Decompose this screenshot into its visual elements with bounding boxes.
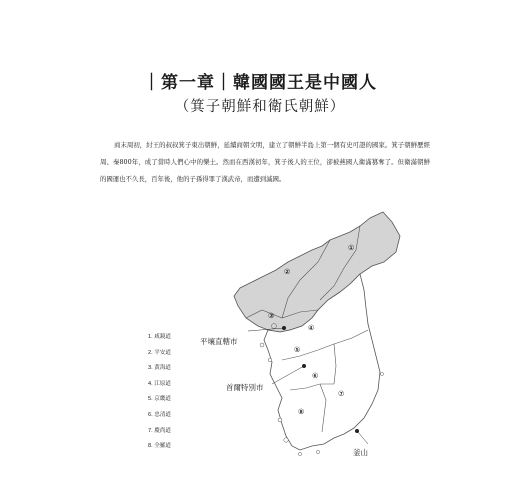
legend-item: 2. 平安道 — [148, 349, 172, 356]
legend-item: 1. 咸鏡道 — [148, 334, 172, 340]
legend-item: 3. 黃海道 — [148, 365, 172, 372]
legend-item: 5. 京畿道 — [148, 396, 172, 403]
region-number: ⑦ — [338, 390, 345, 398]
busan-label: 釜山 — [353, 448, 368, 457]
region-number: ⑧ — [298, 408, 305, 416]
chapter-subtitle: （箕子朝鮮和衛氏朝鮮） — [174, 99, 346, 115]
chapter-title: ｜第一章｜韓國國王是中國人 — [143, 73, 377, 93]
korea-map — [230, 210, 410, 470]
region-number: ⑤ — [294, 346, 301, 354]
legend-item: 6. 忠清道 — [148, 411, 172, 418]
legend-item: 8. 全羅道 — [148, 443, 172, 450]
legend-item: 7. 慶尚道 — [148, 427, 172, 434]
region-number: ② — [284, 268, 291, 276]
region-number: ③ — [268, 312, 275, 320]
pyongyang-label: 平壤直轄市 — [200, 337, 238, 346]
body-text — [100, 137, 430, 188]
region-number: ⑥ — [312, 372, 319, 380]
province-legend — [148, 330, 171, 455]
seoul-label: 首爾特別市 — [226, 383, 264, 392]
legend-item: 4. 江原道 — [148, 380, 172, 387]
body-paragraph: 商末周初，紂王的叔叔箕子東出朝鮮，延續商朝文明，建立了朝鮮半島上第一個有史可證的國家。箕子朝鮮歷經周、秦800年，成了當時人們心中的樂土。然而在西漢初年，箕子後人的王位，卻被燕國人衛滿篡奪了。但衛滿朝鮮的國運也不久長，百年後，他的子孫得罪了漢武帝，而遭到滅國。 — [100, 141, 430, 183]
region-number: ④ — [308, 324, 315, 332]
region-number: ① — [348, 244, 355, 252]
